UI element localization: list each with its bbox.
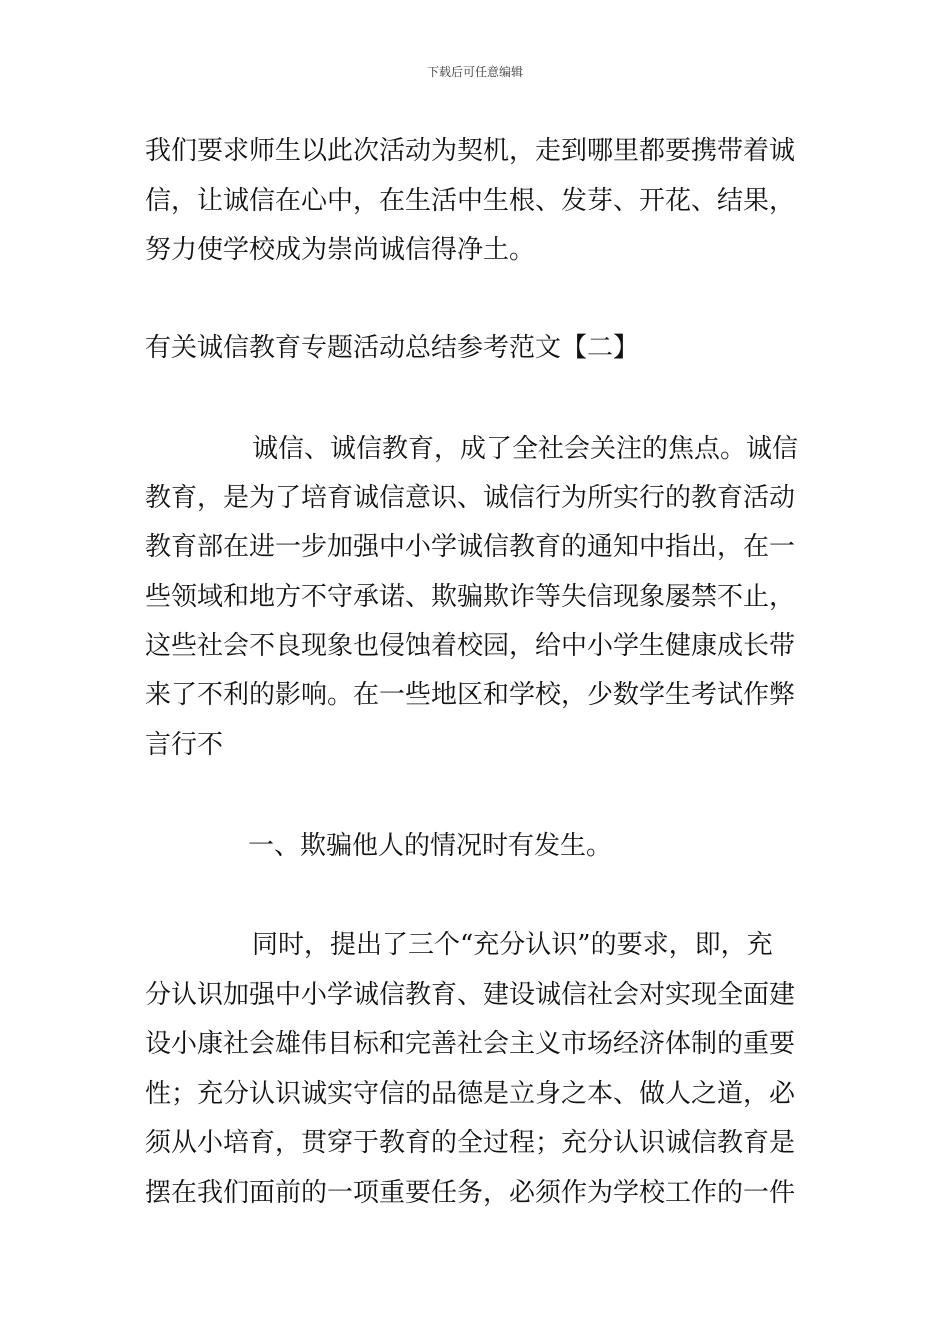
paragraph-line: 这些社会不良现象也侵蚀着校园，给中小学生健康成长带	[145, 631, 796, 661]
paragraph-line: 教育，是为了培育诚信意识、诚信行为所实行的教育活动	[145, 483, 796, 513]
paragraph-line: 性；充分认识诚实守信的品德是立身之本、做人之道，必	[145, 1079, 796, 1109]
list-item: 一、欺骗他人的情况时有发生。	[248, 831, 613, 861]
paragraph-line: 来了不利的影响。在一些地区和学校，少数学生考试作弊	[145, 680, 796, 710]
section-heading: 有关诚信教育专题活动总结参考范文【二】	[145, 333, 640, 363]
paragraph-line: 分认识加强中小学诚信教育、建设诚信社会对实现全面建	[145, 980, 796, 1010]
paragraph-line: 诚信、诚信教育，成了全社会关注的焦点。诚信	[252, 434, 799, 464]
paragraph-line: 言行不	[145, 730, 224, 760]
paragraph-line: 须从小培育，贯穿于教育的全过程；充分认识诚信教育是	[145, 1128, 796, 1158]
paragraph-line: 些领域和地方不守承诺、欺骗欺诈等失信现象屡禁不止，	[145, 582, 796, 612]
paragraph-line: 努力使学校成为崇尚诚信得净土。	[145, 235, 536, 265]
paragraph-line: 教育部在进一步加强中小学诚信教育的通知中指出，在一	[145, 532, 796, 562]
paragraph-line: 设小康社会雄伟目标和完善社会主义市场经济体制的重要	[145, 1029, 796, 1059]
paragraph-line: 信，让诚信在心中，在生活中生根、发芽、开花、结果，	[145, 186, 796, 216]
paragraph-line: 同时，提出了三个“充分认识”的要求，即，充	[252, 930, 773, 960]
page-header: 下载后可任意编辑	[426, 65, 523, 79]
paragraph-line: 我们要求师生以此次活动为契机，走到哪里都要携带着诚	[145, 136, 796, 166]
paragraph-line: 摆在我们面前的一项重要任务，必须作为学校工作的一件	[145, 1178, 796, 1208]
